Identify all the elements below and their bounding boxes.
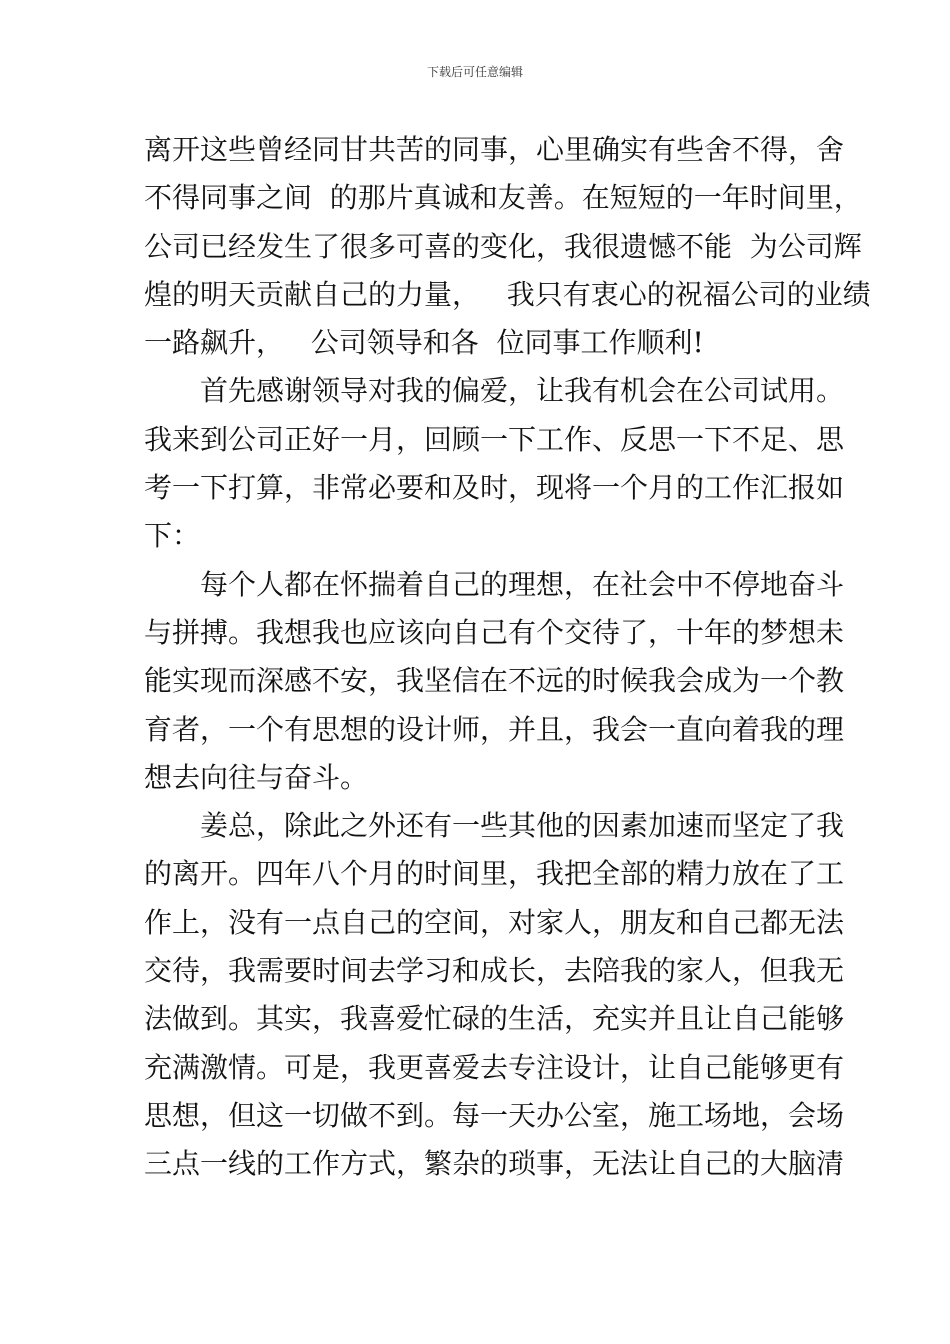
paragraph bbox=[144, 802, 845, 1188]
page-header: 下载后可任意编辑 bbox=[426, 65, 523, 79]
text-line: 与拼搏。我想我也应该向自己有个交待了，十年的梦想未 bbox=[144, 615, 845, 649]
text-line: 的离开。四年八个月的时间里，我把全部的精力放在了工 bbox=[144, 857, 845, 891]
text-line: 想去向往与奋斗。 bbox=[144, 760, 369, 794]
text-line: 交待，我需要时间去学习和成长，去陪我的家人，但我无 bbox=[144, 954, 845, 988]
text-line: 下： bbox=[144, 519, 201, 553]
text-line: 思想，但这一切做不到。每一天办公室，施工场地，会场 bbox=[144, 1098, 845, 1132]
text-line: 我来到公司正好一月，回顾一下工作、反思一下不足、思 bbox=[144, 422, 845, 456]
text-line: 一路飙升， 公司领导和各 位同事工作顺利! bbox=[144, 326, 704, 360]
text-line: 法做到。其实，我喜爱忙碌的生活，充实并且让自己能够 bbox=[144, 1002, 845, 1036]
paragraph bbox=[144, 126, 871, 367]
paragraph bbox=[144, 367, 845, 560]
text-line: 三点一线的工作方式，繁杂的琐事，无法让自己的大脑清 bbox=[144, 1147, 845, 1181]
text-line: 每个人都在怀揣着自己的理想，在社会中不停地奋斗 bbox=[200, 567, 845, 601]
paragraph bbox=[144, 561, 845, 802]
text-line: 作上，没有一点自己的空间，对家人，朋友和自己都无法 bbox=[144, 905, 845, 939]
text-line: 充满激情。可是，我更喜爱去专注设计，让自己能够更有 bbox=[144, 1050, 845, 1084]
text-line: 煌的明天贡献自己的力量， 我只有衷心的祝福公司的业绩 bbox=[144, 277, 871, 311]
text-line: 姜总，除此之外还有一些其他的因素加速而坚定了我 bbox=[200, 809, 845, 843]
text-line: 首先感谢领导对我的偏爱，让我有机会在公司试用。 bbox=[200, 374, 845, 408]
text-line: 不得同事之间 的那片真诚和友善。在短短的一年时间里， bbox=[144, 181, 862, 215]
text-line: 考一下打算，非常必要和及时，现将一个月的工作汇报如 bbox=[144, 471, 845, 505]
text-line: 能实现而深感不安，我坚信在不远的时候我会成为一个教 bbox=[144, 664, 845, 698]
text-line: 公司已经发生了很多可喜的变化，我很遗憾不能 为公司辉 bbox=[144, 229, 862, 263]
document-body bbox=[144, 126, 871, 1189]
text-line: 离开这些曾经同甘共苦的同事，心里确实有些舍不得，舍 bbox=[144, 133, 845, 166]
text-line: 育者，一个有思想的设计师，并且，我会一直向着我的理 bbox=[144, 712, 845, 746]
